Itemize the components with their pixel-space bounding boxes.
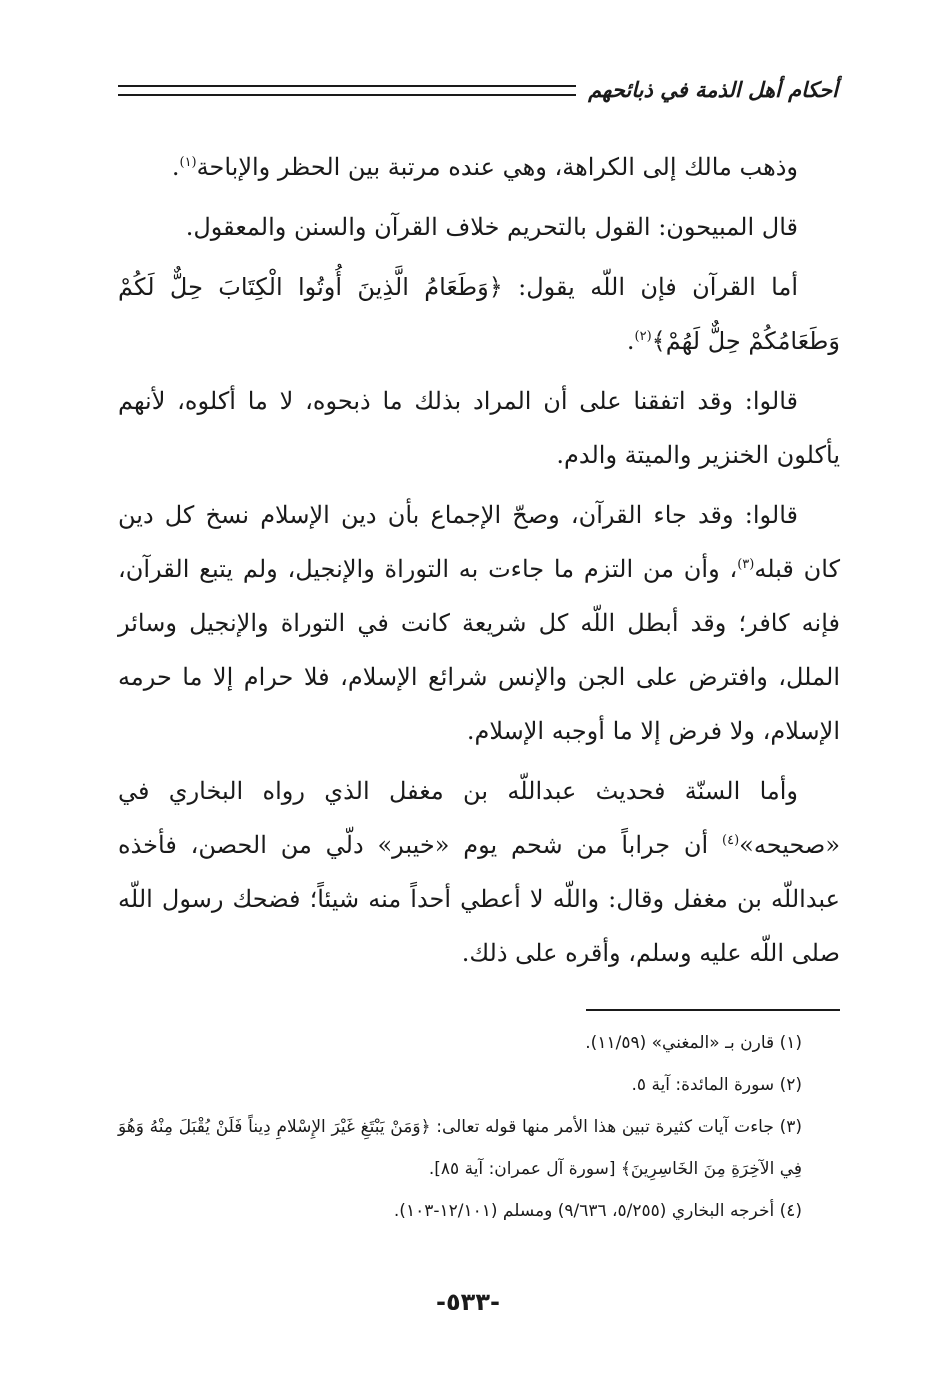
paragraph-abrogation: قالوا: وقد جاء القرآن، وصحّ الإجماع بأن دين الإسلام نسخ كل دين كان قبله$^{(٣)}$، وأن من التزم ما جاءت به التوراة والإنجيل، ولم يتبع القرآن، فإنه كافر؛ وقد أبطل اللّه كل شريعة كانت في التوراة والإنجيل وسائر الملل، وافترض على الجن والإنس شرائع الإسلام، فلا حرام إلا ما حرمه الإسلام، ولا فرض إلا ما أوجبه الإسلام. xyxy=(118,501,840,745)
footnote-ref-3[interactable]: (٣) xyxy=(737,557,755,572)
paragraph-malik: وذهب مالك إلى الكراهة، وهي عنده مرتبة بين الحظر والإباحة$^{(١)}$. xyxy=(171,153,798,181)
footnote-ref-2[interactable]: (٢) xyxy=(634,329,652,344)
running-header xyxy=(118,72,838,108)
paragraph-sunnah: وأما السنّة فحديث عبداللّه بن مغفل الذي رواه البخاري في «صحيحه»$^{(٤)}$ أن جراباً من شحم يوم «خيبر» دلّي من الحصن، فأخذه عبداللّه بن مغفل وقال: واللّه لا أعطي أحداً منه شيئاً؛ فضحك رسول اللّه صلى اللّه عليه وسلم، وأقره على ذلك. xyxy=(118,777,840,967)
footnote-4: (٤) أخرجه البخاري (٥/٢٥٥، ٩/٦٣٦) ومسلم (١٢/١٠١-١٠٣). xyxy=(393,1201,802,1221)
footnote-1: (١) قارن بـ «المغني» (١١/٥٩). xyxy=(585,1033,802,1053)
paragraph-quran: أما القرآن فإن اللّه يقول: ﴿وَطَعَامُ الَّذِينَ أُوتُوا الْكِتَابَ حِلٌّ لَكُمْ وَطَعَامُكُمْ حِلٌّ لَهُمْ﴾$^{(٢)}$. xyxy=(118,273,840,355)
quran-verse: ﴿وَطَعَامُ الَّذِينَ أُوتُوا الْكِتَابَ حِلٌّ لَكُمْ وَطَعَامُكُمْ حِلٌّ لَهُمْ﴾ xyxy=(118,273,840,355)
footnote-2: (٢) سورة المائدة: آية ٥. xyxy=(631,1075,802,1095)
footnote-ref-1[interactable]: (١) xyxy=(179,155,197,170)
footnotes xyxy=(118,1022,840,1232)
running-title: أحكام أهل الذمة في ذبائحهم xyxy=(588,78,838,102)
header-double-rule xyxy=(118,85,576,96)
page-number: -٥٣٣- xyxy=(436,1288,500,1316)
main-text xyxy=(118,140,840,986)
paragraph-mubihun: قال المبيحون: القول بالتحريم خلاف القرآن والسنن والمعقول. xyxy=(185,213,798,241)
paragraph-agreement: قالوا: وقد اتفقنا على أن المراد بذلك ما ذبحوه، لا ما أكلوه، لأنهم يأكلون الخنزير والميتة والدم. xyxy=(118,387,840,469)
footnote-3: (٣) جاءت آيات كثيرة تبين هذا الأمر منها قوله تعالى: ﴿وَمَنْ يَبْتَغِ غَيْرَ الإِسْلامِ دِيناً فَلَنْ يُقْبَلَ مِنْهُ وَهُوَ فِي الآخِرَةِ مِنَ الخَاسِرِينَ﴾ [سورة آل عمران: آية ٨٥]. xyxy=(118,1117,802,1179)
footnote-ref-4[interactable]: (٤) xyxy=(722,833,740,848)
footnote-separator xyxy=(586,1009,840,1011)
